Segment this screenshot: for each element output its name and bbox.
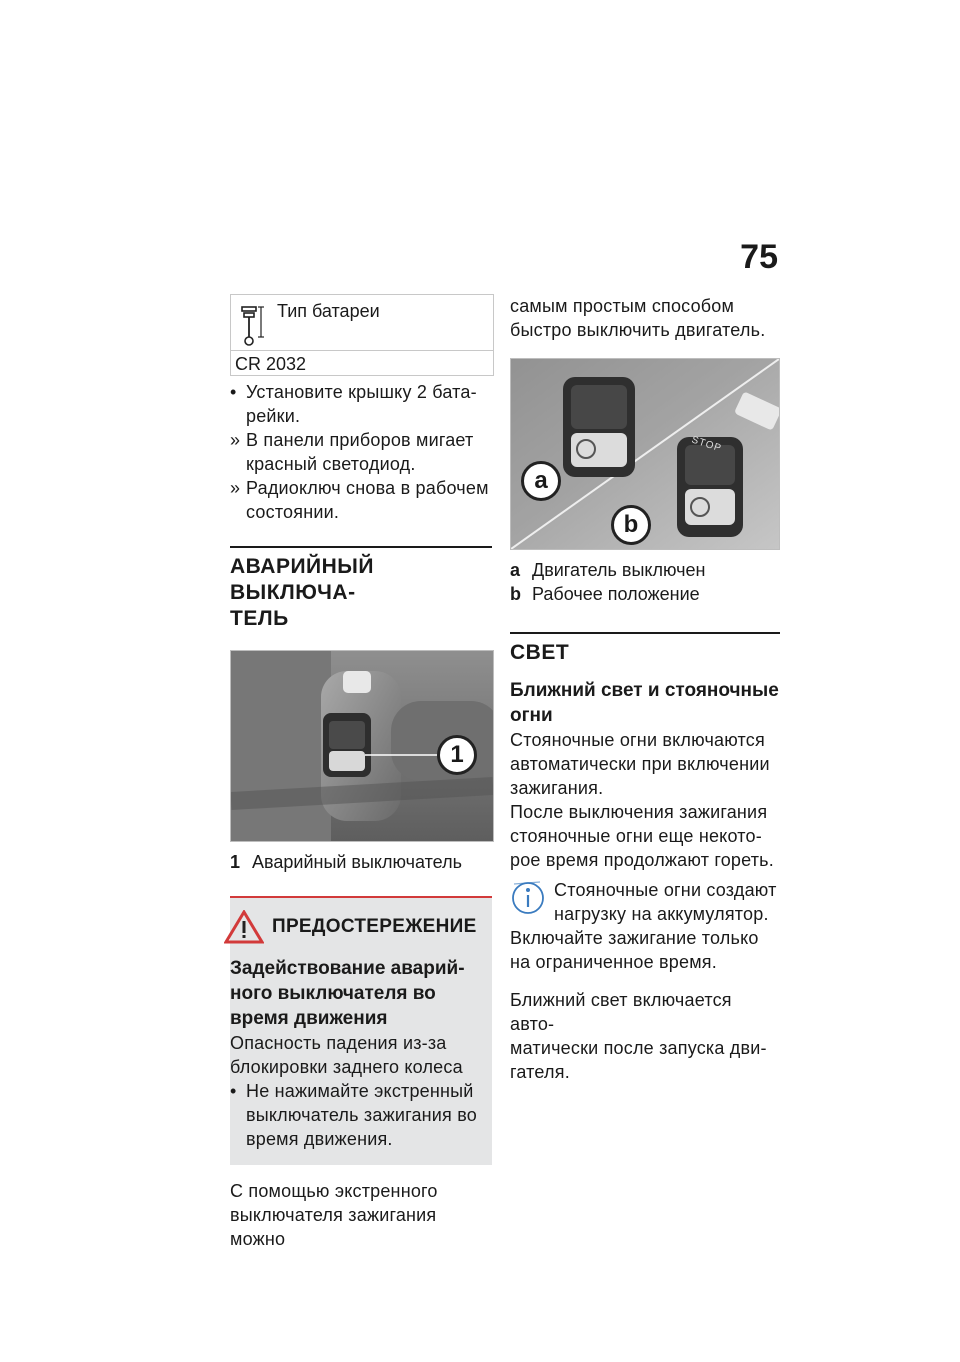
left-column — [230, 294, 492, 1251]
result-mark: » — [230, 478, 241, 498]
step-text: состоянии. — [246, 502, 340, 522]
callout-a: a — [521, 461, 561, 501]
legend-item: a Двигатель выключен — [510, 560, 706, 580]
emergency-section — [230, 546, 492, 632]
battery-spec-box — [230, 294, 494, 376]
result-mark: » — [230, 430, 241, 450]
warning-header: ПРЕДОСТЕРЕЖЕНИЕ — [272, 916, 477, 937]
legend-key: 1 — [230, 852, 241, 872]
info-note: Стояночные огни создают нагрузку на аккумулятор. Включайте зажигание только на ограниченное время. — [510, 880, 777, 972]
section-title: АВАРИЙНЫЙ ВЫКЛЮЧА- ТЕЛЬ — [230, 555, 374, 630]
callout-1: 1 — [437, 735, 477, 775]
stop-label: STOP — [690, 434, 723, 455]
switch-positions-photo — [510, 358, 780, 550]
list-item — [230, 428, 492, 476]
bullet-mark: • — [230, 382, 237, 402]
right-column — [510, 294, 780, 1084]
legend-text: Аварийный выключатель — [252, 852, 462, 872]
info-icon — [510, 878, 546, 918]
section-subtitle: Ближний свет и стояночные огни — [510, 680, 779, 726]
light-section — [510, 632, 780, 1084]
step-text: В панели приборов мигает — [246, 430, 474, 450]
battery-icon — [239, 303, 267, 347]
light-paragraph: Стояночные огни включаются автоматически при включении зажигания. После выключения зажигания стояночные огни еще некото- рое время продолжают гореть. — [510, 730, 774, 870]
step-text: Радиоключ снова в рабочем — [246, 478, 489, 498]
photo-legend — [230, 850, 492, 874]
steps-list — [230, 380, 492, 524]
body-text-left: С помощью экстренного выключателя зажигания можно — [230, 1181, 438, 1249]
photo-legend — [510, 558, 780, 606]
list-item — [230, 380, 492, 428]
page-number: 75 — [740, 238, 778, 276]
warning-triangle-icon — [224, 910, 264, 944]
step-text: красный светодиод. — [246, 454, 416, 474]
warning-text: Опасность падения из-за блокировки заднего колеса — [230, 1033, 463, 1077]
warning-box — [230, 896, 492, 1165]
section-title: СВЕТ — [510, 641, 570, 664]
light-paragraph: Ближний свет включается авто- матически после запуска дви- гателя. — [510, 990, 767, 1082]
legend-item: b Рабочее положение — [510, 584, 700, 604]
battery-type-label: Тип батареи — [277, 301, 380, 321]
warning-bullet: • Не нажимайте экстренный выключатель зажигания во время движения. — [230, 1081, 477, 1149]
body-text-right: самым простым способом быстро выключить двигатель. — [510, 296, 766, 340]
step-text: Установите крышку 2 бата- — [246, 382, 477, 402]
list-item — [230, 476, 492, 524]
warning-subtitle: Задействование аварий- ного выключателя во время движения — [230, 958, 465, 1029]
step-text: рейки. — [246, 406, 301, 426]
emergency-switch-photo — [230, 650, 494, 842]
callout-b: b — [611, 505, 651, 545]
battery-type-value: CR 2032 — [235, 354, 307, 374]
